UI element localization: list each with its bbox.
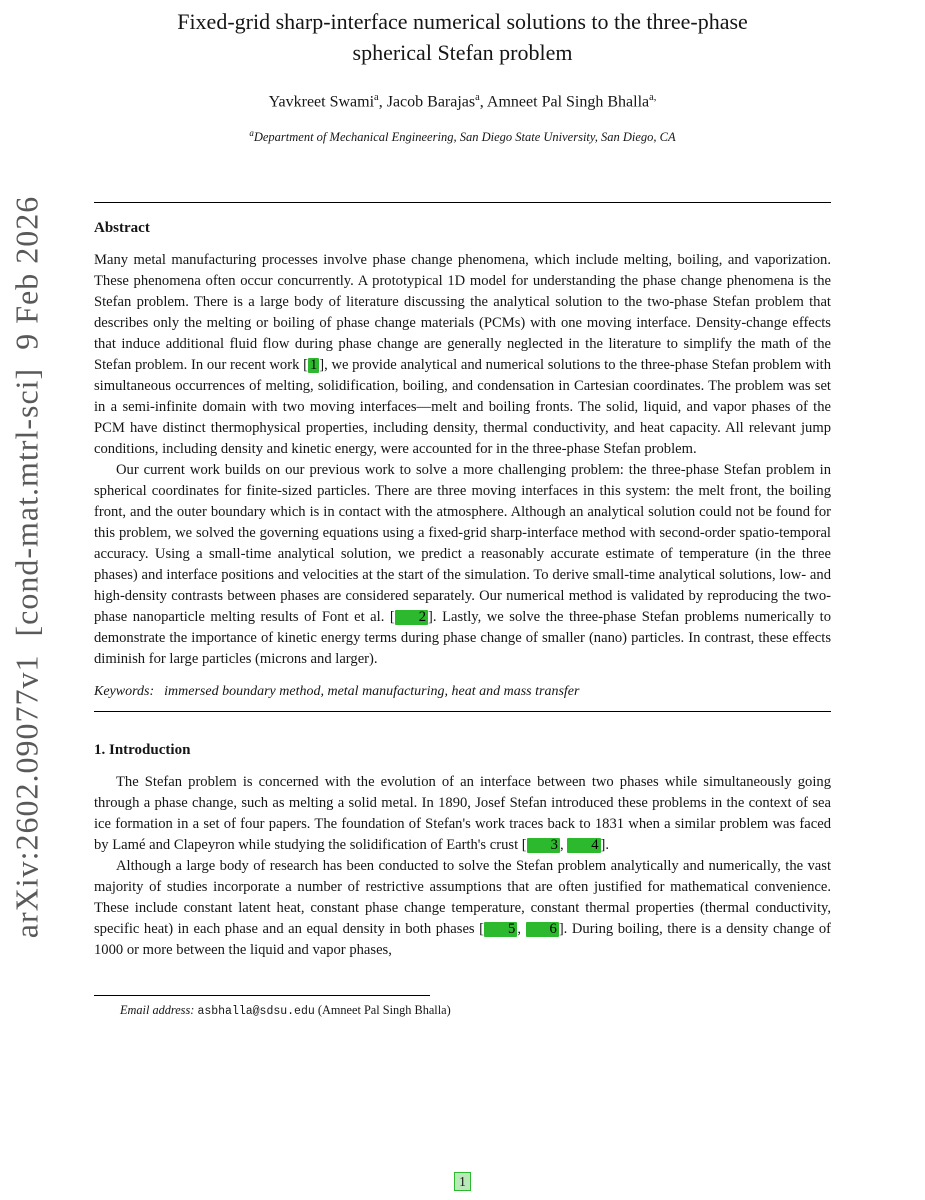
keywords-text: immersed boundary method, metal manufacturing, heat and mass transfer: [164, 684, 580, 700]
page-footer: [0, 1172, 925, 1191]
author-name: Jacob Barajas: [386, 93, 476, 111]
footnote-rule: [94, 995, 430, 996]
paper-title: Fixed-grid sharp-interface numerical solutions to the three-phase spherical Stefan problem: [177, 9, 748, 65]
author-affiliation-mark: a: [475, 92, 480, 103]
abstract-heading: Abstract: [94, 220, 150, 237]
keywords-label: Keywords:: [94, 684, 155, 700]
arxiv-watermark: arXiv:2602.09077v1 [cond-mat.mtrl-sci] 9 Feb 2026: [8, 195, 45, 939]
section-body-introduction: [94, 772, 831, 961]
author-name: Yavkreet Swami: [268, 93, 375, 111]
author-line: Yavkreet Swami$^a$, Jacob Barajas$^a$, Amneet Pal Singh Bhalla$^{a,}$: [268, 92, 657, 111]
citation-link[interactable]: 3: [527, 838, 560, 853]
corresponding-author-footnote: [94, 1002, 831, 1020]
email-link[interactable]: asbhalla@sdsu.edu: [197, 1005, 315, 1019]
author-affiliation-mark: a,: [649, 92, 657, 103]
citation-link[interactable]: 6: [526, 922, 559, 937]
affiliation-text: Department of Mechanical Engineering, San Diego State University, San Diego, CA: [253, 130, 676, 145]
citation-link[interactable]: 5: [484, 922, 517, 937]
author-affiliation-mark: a: [374, 92, 379, 103]
citation-link[interactable]: 4: [567, 838, 600, 853]
frontmatter-rule-top: [94, 202, 831, 203]
citation-link[interactable]: 2: [395, 610, 428, 625]
paragraph: The Stefan problem is concerned with the evolution of an interface between two phases while simultaneously going through a phase change, such as melting a solid metal. In 1890, Josef Stefan introduced these problems in the context of sea ice formation in a set of four papers. The foundation of Stefan's work traces back to 1831 when a similar problem was faced by Lamé and Clapeyron while studying the solidification of Earth's crust [ 3 , 4 ].: [94, 774, 831, 854]
paragraph: Our current work builds on our previous work to solve a more challenging problem: the three-phase Stefan problem in spherical coordinates for finite-sized particles. There are three moving interfaces in this system: the melt front, the boiling front, and the outer boundary which is in contact with the atmosphere. Although an analytical solution could not be found for this problem, we solved the governing equations using a fixed-grid sharp-interface method with second-order spatio-temporal accuracy. Using a small-time analytical solution, we predict a reasonably accurate estimate of temperature (in the three phases) and interface positions and velocities at the start of the simulation. To derive small-time analytical solutions, low- and high-density contrasts between phases are considered separately. Our numerical method is validated by reproducing the two-phase nanoparticle melting results of Font et al. [ 2 ]. Lastly, we solve the three-phase Stefan problems numerically to demonstrate the importance of kinetic energy terms during phase change of smaller (nano) particles. In contrast, these effects diminish for large particles (microns and larger).: [94, 462, 831, 668]
email-label: Email address:: [120, 1003, 195, 1018]
author-name: Amneet Pal Singh Bhalla: [486, 93, 650, 111]
frontmatter-rule-bottom: [94, 711, 831, 712]
abstract-body: [94, 250, 831, 670]
paragraph: Although a large body of research has been conducted to solve the Stefan problem analytically and numerically, the vast majority of studies incorporate a number of restrictive assumptions that are often justified for mathematical convenience. These include constant latent heat, constant phase change temperature, constant thermal properties (thermal conductivity, specific heat) in each phase and an equal density in both phases [ 5 , 6 ]. During boiling, there is a density change of 1000 or more between the liquid and vapor phases,: [94, 858, 832, 959]
section-heading-introduction: 1. Introduction: [94, 742, 191, 759]
page-content: [94, 0, 831, 1020]
keywords-line: [94, 682, 831, 701]
email-suffix: (Amneet Pal Singh Bhalla): [317, 1003, 451, 1018]
affiliation-superscript: a: [249, 128, 254, 139]
page-number[interactable]: 1: [454, 1172, 471, 1191]
paragraph: Many metal manufacturing processes involve phase change phenomena, which include melting, boiling, and vaporization. These phenomena often occur concurrently. A prototypical 1D model for understanding the phase change phenomena is the Stefan problem. There is a large body of literature discussing the analytical solution to the two-phase Stefan problem that describes only the melting or boiling of phase change materials (PCMs) with one moving interface. Density-change effects that induce additional fluid flow during phase change are generally neglected in the literature to simplify the math of the Stefan problem. In our recent work [ 1 ], we provide analytical and numerical solutions to the three-phase Stefan problem with simultaneous occurrences of melting, solidification, boiling, and condensation in Cartesian coordinates. The problem was set in a semi-infinite domain with two moving interfaces—melt and boiling fronts. The solid, liquid, and vapor phases of the PCM have distinct thermophysical properties, including density, thermal conductivity, and heat capacity. All relevant jump conditions, including density and kinetic energy, were accounted for in the three-phase Stefan problem.: [94, 252, 832, 458]
affiliation: [94, 128, 831, 145]
citation-link[interactable]: 1: [309, 357, 318, 374]
